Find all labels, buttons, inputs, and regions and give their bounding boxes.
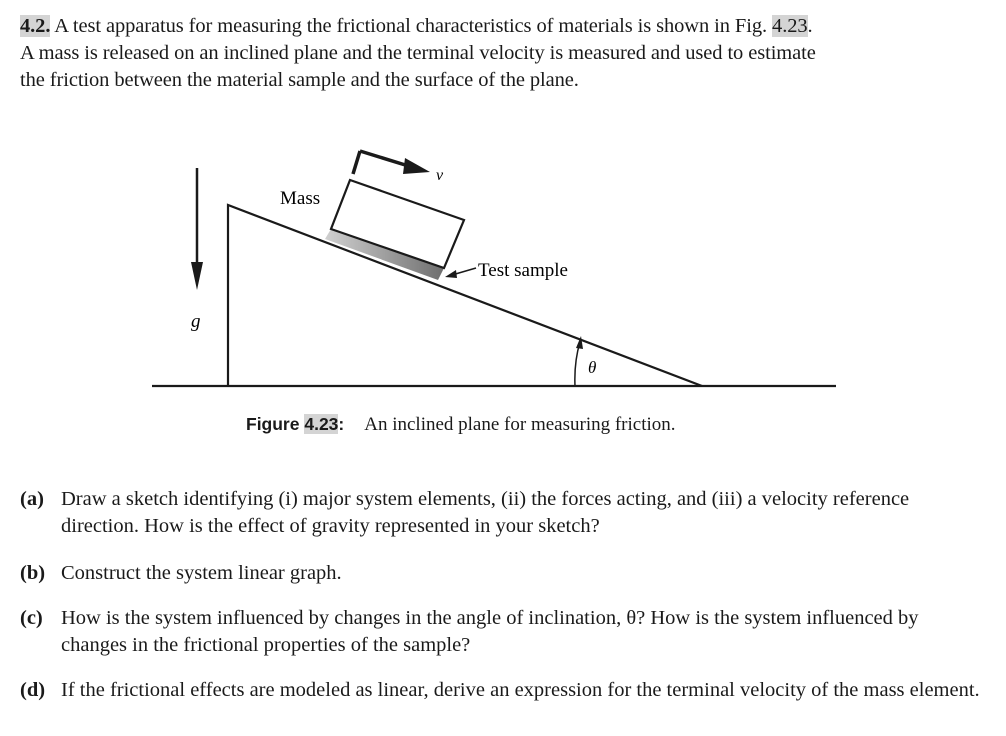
problem-intro: A test apparatus for measuring the frictional characteristics of materials is shown in Fig.	[50, 15, 773, 37]
question-text: Construct the system linear graph.	[61, 562, 342, 584]
problem-number: 4.2.	[20, 15, 51, 37]
velocity-arrow-icon	[353, 151, 430, 174]
question-tag: (c)	[20, 607, 43, 629]
question-text: If the frictional effects are modeled as linear, derive an expression for the terminal velocity of the mass element.	[61, 679, 980, 701]
question-tag: (d)	[20, 679, 46, 701]
gravity-label: g	[191, 311, 201, 332]
question-text: How is the system influenced by changes in the angle of inclination, θ? How is the system influenced by changes in the frictional properties of the sample?	[61, 607, 919, 656]
question-text: Draw a sketch identifying (i) major system elements, (ii) the forces acting, and (iii) a velocity reference direction. How is the effect of gravity represented in your sketch?	[61, 488, 910, 537]
period: .	[807, 15, 813, 37]
velocity-label: v	[436, 167, 444, 184]
test-sample-label: Test sample	[478, 260, 568, 281]
caption-text: An inclined plane for measuring friction.	[364, 414, 676, 435]
question-tag: (a)	[20, 488, 44, 510]
caption-prefix: Figure	[246, 414, 305, 434]
caption-colon: :	[338, 414, 345, 434]
figure-caption	[246, 414, 676, 436]
angle-arc-icon	[575, 336, 583, 386]
test-sample-pointer-icon	[445, 268, 476, 278]
question-a	[20, 486, 980, 540]
question-tag: (b)	[20, 562, 46, 584]
caption-label	[246, 414, 344, 434]
question-c	[20, 605, 980, 659]
problem-line-3: the friction between the material sample and the surface of the plane.	[20, 69, 579, 91]
gravity-arrow-icon	[191, 168, 203, 290]
angle-label: θ	[588, 358, 597, 377]
inclined-plane	[228, 205, 702, 386]
figure-reference: 4.23	[772, 15, 808, 37]
mass-label: Mass	[280, 188, 321, 209]
question-b	[20, 560, 980, 587]
problem-line-2: A mass is released on an inclined plane and the terminal velocity is measured and used to estimate	[20, 42, 816, 64]
caption-figure-number: 4.23	[304, 414, 339, 434]
question-d	[20, 677, 980, 704]
